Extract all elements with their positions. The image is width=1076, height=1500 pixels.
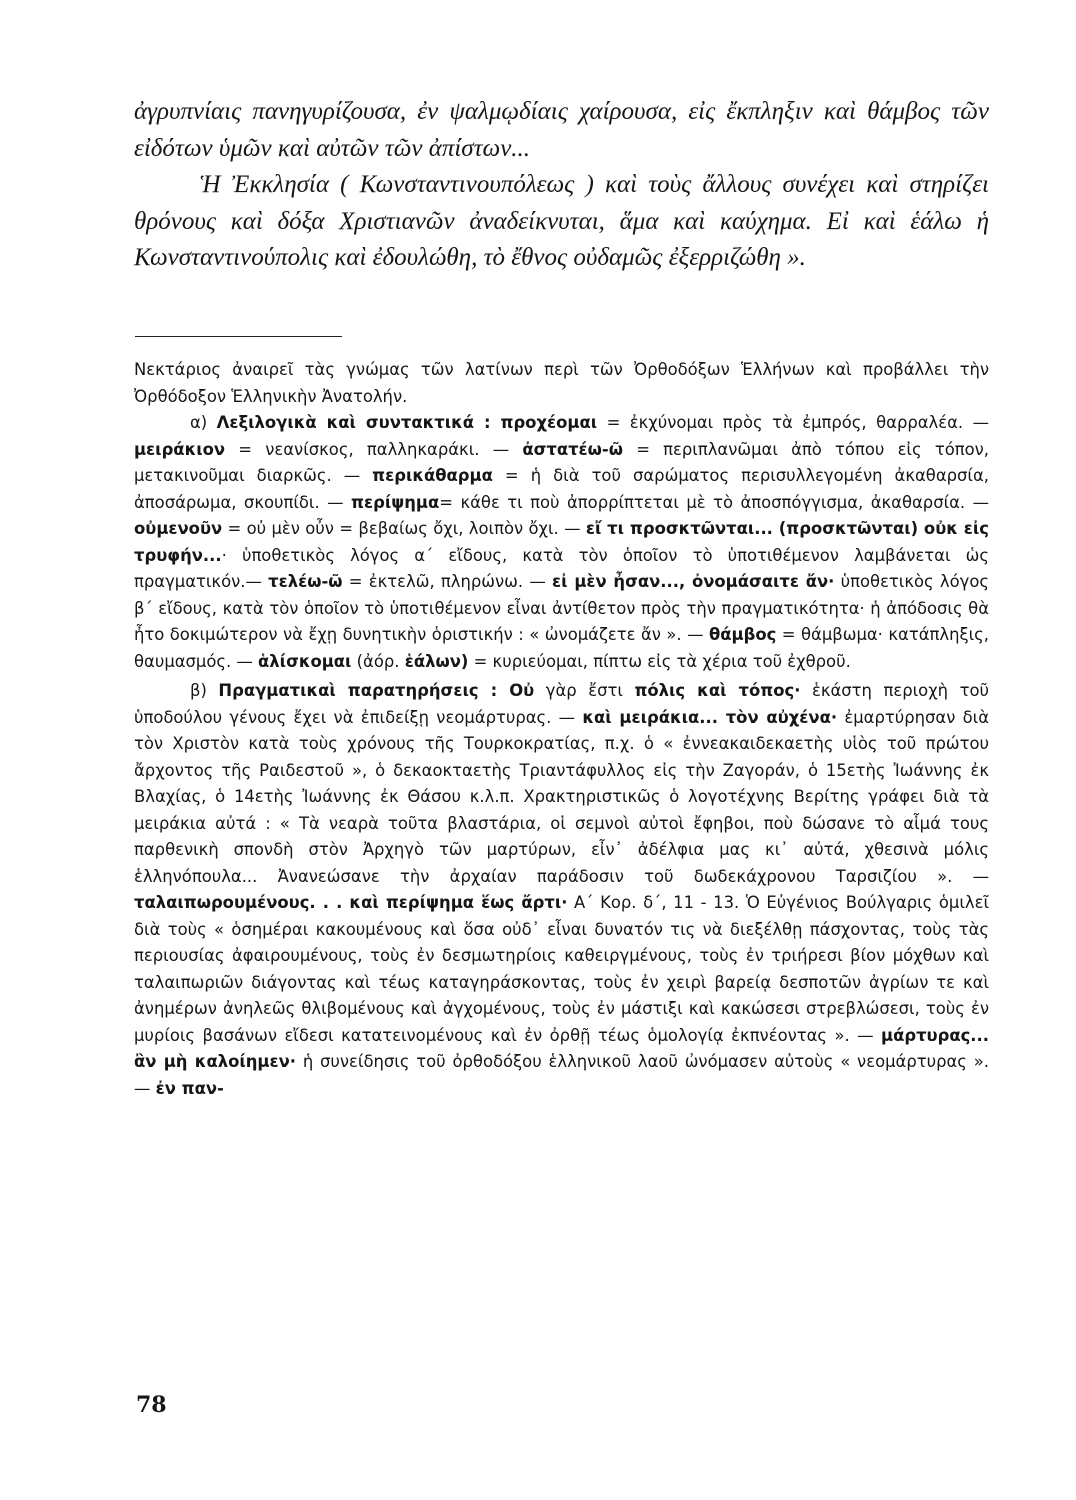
term: τελέω-ῶ — [268, 572, 343, 591]
definition: ἡ συνείδησις τοῦ ὀρθοδόξου ἑλληνικοῦ λαοῦ ὠνόμασεν αὐτοὺς « νεομάρτυρας ». — — [134, 1052, 989, 1098]
definition: Α΄ Κορ. δ΄, 11 - 13. Ὁ Εὐγένιος Βούλγαρις ὁμιλεῖ διὰ τοὺς « ὁσημέραι κακουμένους καὶ ὅσα οὐδ᾿ εἶναι δυνατόν τις νὰ διεξέλθῃ πάσχοντας, τοὺς τὰς περιουσίας ἀφαιρουμένους, τοὺς ἐν δεσμωτηρίοις καθειργμένους, τοὺς ἐν τριήρεσι βίον μόχθων καὶ ταλαιπωριῶν διάγοντας καὶ τέως καταγηράσκοντας, τοὺς ἐν χειρὶ βαρείᾳ δεσποτῶν ἀγρίων τε καὶ ἀνημέρων ἀνηλεῶς θλιβομένους καὶ ἀγχομένους, τοὺς ἐν μάστιξι καὶ κακώσεσι στρεβλώσεσι, τοὺς ἐν μυρίοις βασάνων εἴδεσι κατατεινομένους καὶ ἐν ὀρθῇ τέως ὁμολογίᾳ ἐκπνέοντας ». — — [134, 893, 989, 1045]
definition: = κάθε τι ποὺ ἀπορρίπτεται μὲ τὸ ἀποσπόγγισμα, ἀκαθαρσία. — — [439, 492, 990, 512]
separator-rule — [135, 336, 342, 337]
term: οὐμενοῦν — [134, 519, 223, 538]
definition: = ἡ διὰ τοῦ σαρώματος περισυλλεγομένη ἀκαθαρσία, ἀποσάρωμα, σκουπίδι. — — [134, 466, 989, 512]
quoted-passage — [134, 94, 989, 277]
definition: ὑποθετικὸς λόγος β΄ εἴδους, κατὰ τὸν ὁποῖον τὸ ὑποτιθέμενον εἶναι ἀντίθετον πρὸς τὴν πραγματικότητα· ἡ ἀπόδοσις θὰ ἦτο δοκιμώτερον νὰ ἔχῃ δυνητικὴν ὁριστικήν : « ὠνομάζετε ἄν ». — — [134, 572, 989, 644]
definition: = θάμβωμα· κατάπληξις, θαυμασμός. — — [134, 625, 989, 671]
term: καὶ μειράκια... τὸν αὐχένα· — [582, 707, 838, 727]
definition: · ὑποθετικὸς λόγος α΄ εἴδους, κατὰ τὸν ὁποῖον τὸ ὑποτιθέμενον λαμβάνεται ὡς πραγματικόν.— — [134, 545, 989, 591]
term: ἀστατέω-ῶ — [522, 439, 623, 459]
term: πόλις καὶ τόπος· — [634, 681, 801, 700]
factual-heading: Πραγματικαὶ παρατηρήσεις : Οὐ — [218, 681, 535, 700]
term: ἁλίσκομαι — [258, 651, 352, 671]
lexical-notes-paragraph — [134, 410, 989, 675]
term: περικάθαρμα — [372, 466, 493, 485]
term: προχέομαι — [500, 413, 598, 432]
term: περίψημα — [351, 492, 440, 512]
intro-paragraph: Νεκτάριος ἀναιρεῖ τὰς γνώμας τῶν λατίνων περὶ τῶν Ὀρθοδόξων Ἑλλήνων καὶ προβάλλει τὴν Ὀρθόδοξον Ἑλληνικὴν Ἀνατολήν. — [134, 360, 989, 406]
section-label-beta: β) — [190, 681, 219, 700]
term: εἰ μὲν ἦσαν..., ὀνομάσαιτε ἄν· — [552, 572, 835, 591]
term: ἐν παν- — [155, 1078, 224, 1098]
definition: = νεανίσκος, παλληκαράκι. — — [225, 439, 523, 459]
term: μάρτυρας... ἂν μὴ καλοίημεν· — [134, 1025, 989, 1071]
term: θάμβος — [709, 625, 777, 644]
term: μειράκιον — [134, 439, 226, 459]
definition: ἐμαρτύρησαν διὰ τὸν Χριστὸν κατὰ τοὺς χρόνους τῆς Τουρκοκρατίας, π.χ. ὁ « ἐννεακαιδεκαετὴς υἱὸς τοῦ πρώτου ἄρχοντος τῆς Ραιδεστοῦ », ὁ δεκαοκταετὴς Τριαντάφυλλος εἰς τὴν Ζαγοράν, ὁ 15ετὴς Ἰωάννης ἐκ Βλαχίας, ὁ 14ετὴς Ἰωάννης ἐκ Θάσου κ.λ.π. Χρακτηριστικῶς ὁ λογοτέχνης Βερίτης γράφει διὰ τὰ μειράκια αὐτά : « Τὰ νεαρὰ τοῦτα βλαστάρια, οἱ σεμνοὶ αὐτοὶ ἔφηβοι, ποὺ δώσανε τὸ αἷμά τους παρθενικὴ σπονδὴ στὸν Ἀρχηγὸ τῶν μαρτύρων, εἶν᾿ ἀδέλφια μας κι᾿ αὐτά, χθεσινὰ μόλις ἑλληνόπουλα... Ἀνανεώσανε τὴν ἀρχαίαν παράδοσιν τοῦ δωδεκάχρονου Ταρσιζίου ». — — [134, 707, 990, 886]
definition: γὰρ ἔστι — [534, 681, 635, 700]
quote-paragraph-2: Ἡ Ἐκκλησία ( Κωνσταντινουπόλεως ) καὶ τοὺς ἄλλους συνέχει καὶ στηρίζει θρόνους καὶ δόξα Χριστιανῶν ἀναδείκνυται, ἅμα καὶ καύχημα. Εἰ καὶ ἑάλω ἡ Κωνσταντινούπολις καὶ ἐδουλώθη, τὸ ἔθνος οὐδαμῶς ἐξερριζώθη ». — [134, 171, 989, 272]
lexical-heading: Λεξιλογικὰ καὶ συντακτικά : — [216, 413, 501, 432]
definition: = περιπλανῶμαι ἀπὸ τόπου εἰς τόπον, μετακινοῦμαι διαρκῶς. — — [134, 439, 989, 485]
definition: = ἐκχύνομαι πρὸς τὰ ἐμπρός, θαρραλέα. — — [597, 413, 989, 432]
page-number: 78 — [136, 1392, 167, 1418]
term: ἑάλων) — [404, 651, 469, 671]
definition: = οὐ μὲν οὖν = βεβαίως ὄχι, λοιπὸν ὄχι. — — [222, 519, 586, 538]
section-label-alpha: α) — [190, 413, 217, 432]
definition: (ἀόρ. — [351, 651, 405, 671]
quote-paragraph-1: ἀγρυπνίαις πανηγυρίζουσα, ἐν ψαλμῳδίαις χαίρουσα, εἰς ἔκπληξιν καὶ θάμβος τῶν εἰδότων ὑμῶν καὶ αὐτῶν τῶν ἀπίστων... — [134, 98, 989, 162]
commentary-section — [134, 357, 989, 1102]
factual-notes-paragraph — [134, 678, 989, 1102]
term: εἴ τι προσκτῶνται... (προσκτῶνται) οὐκ εἰς τρυφήν... — [134, 519, 989, 565]
definition: ἑκάστη περιοχὴ τοῦ ὑποδούλου γένους ἔχει νὰ ἐπιδείξῃ νεομάρτυρας. — — [134, 681, 989, 727]
definition: = κυριεύομαι, πίπτω εἰς τὰ χέρια τοῦ ἐχθροῦ. — [468, 651, 851, 671]
term: ταλαιπωρουμένους. . . καὶ περίψημα ἕως ἄρτι· — [134, 893, 568, 912]
definition: = ἐκτελῶ, πληρώνω. — — [342, 572, 553, 591]
